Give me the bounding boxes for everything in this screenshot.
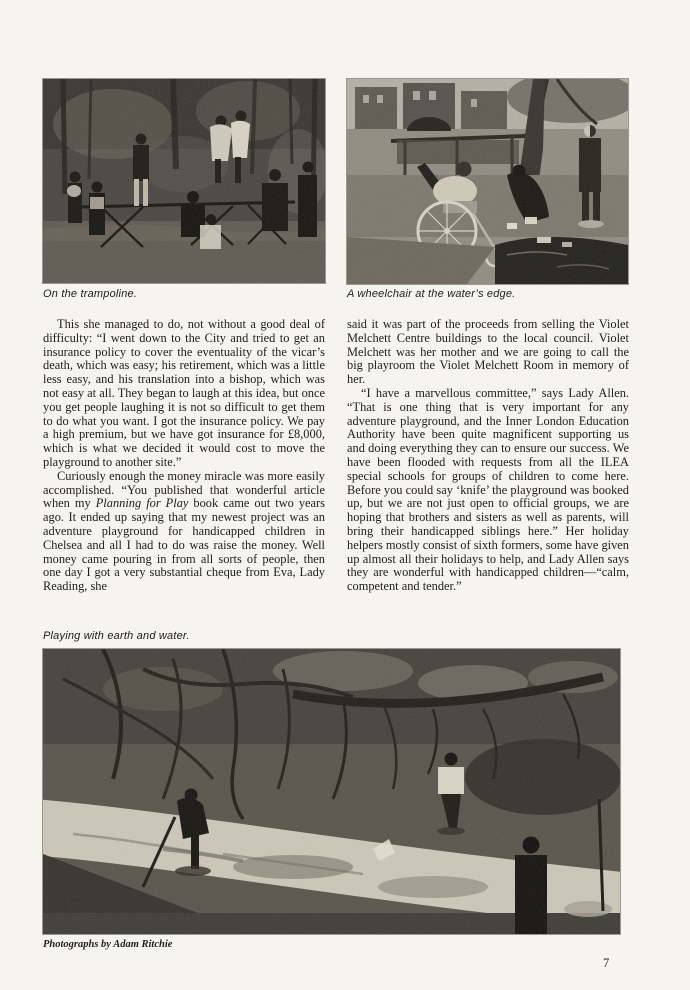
article-column-right [347, 318, 629, 594]
paragraph-money-miracle [43, 470, 325, 594]
paragraph-money-miracle-post: book came out two years ago. It ended up saying that my newest project was an adventure playground for handicapped children in Chelsea and all I had to do was raise the money. Well money came pouring in from all sorts of people, then one day I got a very substantial cheque from Eva, Lady Reading, she [43, 496, 326, 594]
caption-wheelchair: A wheelchair at the water’s edge. [347, 288, 516, 300]
paragraph-insurance: This she managed to do, not without a good deal of difficulty: “I went down to the City and tried to get an insurance policy to cover the eventuality of the vicar’s death, which was easy; his retirement, which was a little less easy, and his translation into a bishop, which was not easy at all. They began to laugh at this idea, but once you get people laughing it is not so difficult to get them to do what you want. I got the insurance policy. We pay a high premium, but we have got insurance for £8,000, which is what we decided it would cost to move the playground to another site.” [43, 317, 325, 469]
photo-on-the-trampoline [43, 79, 325, 283]
article-column-left [43, 318, 325, 594]
photo-playing-with-earth-and-water [43, 649, 620, 934]
photographer-credit: Photographs by Adam Ritchie [43, 939, 173, 950]
earth-water-photo-art [43, 649, 620, 934]
caption-trampoline: On the trampoline. [43, 288, 138, 300]
paragraph-money-miracle-pre: Curiously enough the money miracle was more easily accomplished. “You published that wonderful article when my [43, 468, 325, 511]
caption-earth-and-water: Playing with earth and water. [43, 630, 190, 642]
article-body [43, 318, 629, 594]
paragraph-violet-melchett: said it was part of the proceeds from selling the Violet Melchett Centre buildings to the local council. Violet Melchett was her mother and we are going to call the big playroom the Violet Melchett Room in memory of her. [347, 317, 629, 387]
page-number: 7 [603, 956, 610, 970]
book-title-planning-for-play: Planning for Play [95, 496, 189, 511]
photo-wheelchair-at-waters-edge [347, 79, 628, 284]
wheelchair-photo-art [347, 79, 628, 284]
paragraph-committee: “I have a marvellous committee,” says Lady Allen. “That is one thing that is very important for any adventure playground, and the Inner London Education Authority have been quite magnificent supporting us and doing everything they can to ensure our success. We have been flooded with requests from all the ILEA special schools for groups of children to come here. Before you could say ‘knife’ the playground was booked up, but we are not just open to official groups, we are hoping that brothers and sisters as well as parents, will bring their handicapped siblings here.” Her holiday helpers mostly consist of sixth formers, some have given up almost all their holidays to help, and Lady Allen says they are wonderful with handicapped children—“calm, competent and tender.” [347, 385, 629, 594]
trampoline-photo-art [43, 79, 325, 283]
